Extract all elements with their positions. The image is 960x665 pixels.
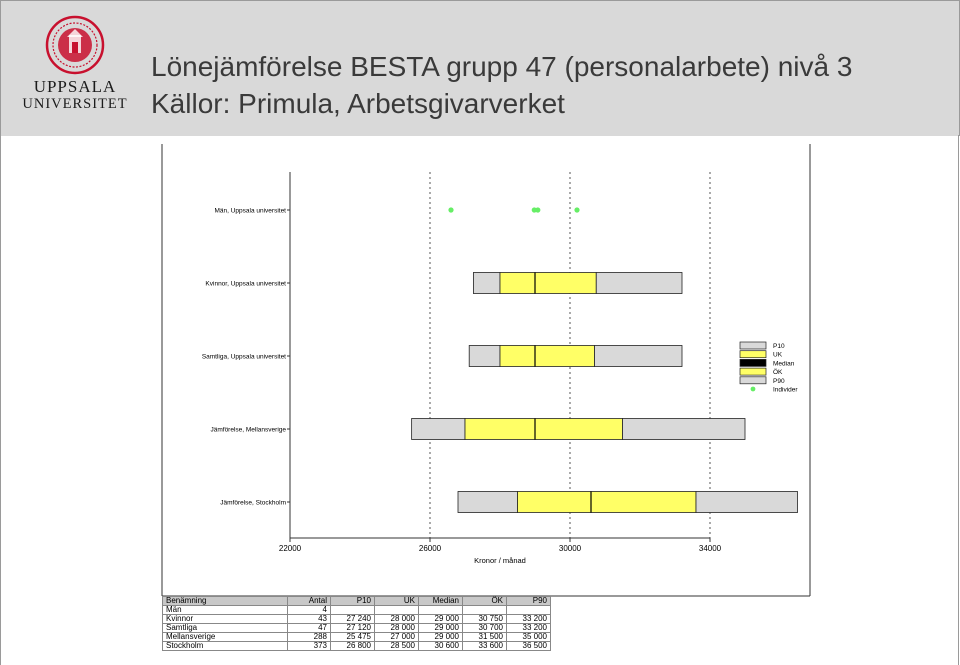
box-uk-median [465,419,535,440]
box-ok-p90 [595,346,683,367]
logo-text-uppsala: UPPSALA [33,77,117,96]
table-header-cell: Median [419,597,463,606]
legend-label: P10 [773,343,785,350]
x-tick-label: 30000 [558,544,582,553]
table-cell: 36 500 [507,642,551,651]
table-header-cell: P90 [507,597,551,606]
table-cell: 30 700 [463,624,507,633]
table-cell: Kvinnor [163,615,288,624]
row-label: Män, Uppsala universitet [214,207,286,215]
legend-swatch [740,351,766,358]
legend-label: ÖK [773,369,783,377]
legend-swatch-dot [751,387,756,392]
box-median-ok [591,492,696,513]
table-cell: Samtliga [163,624,288,633]
table-cell: 28 000 [375,624,419,633]
table-header-row [163,597,551,606]
x-tick-label: 22000 [278,544,302,553]
box-ok-p90 [596,273,682,294]
table-row [163,642,551,651]
logo-text-universitet: UNIVERSITET [22,96,128,112]
box-uk-median [518,492,592,513]
table-cell: 28 000 [375,615,419,624]
box-uk-median [500,346,535,367]
table-cell: 4 [288,606,331,615]
table-cell: 33 200 [507,624,551,633]
table-header-cell: Antal [288,597,331,606]
x-tick-label: 26000 [418,544,442,553]
table-cell: 373 [288,642,331,651]
table-cell: 31 500 [463,633,507,642]
box-uk-median [500,273,535,294]
table-cell: 25 475 [331,633,375,642]
slide-title: Lönejämförelse BESTA grupp 47 (personalarbete) nivå 3 [151,51,853,82]
legend-swatch [740,368,766,375]
individual-point [574,207,579,212]
individual-point [535,207,540,212]
table-cell: 33 200 [507,615,551,624]
table-cell: 29 000 [419,633,463,642]
box-p10-uk [473,273,500,294]
legend-swatch [740,377,766,384]
table-header-cell: Benämning [163,597,288,606]
x-axis-label: Kronor / månad [474,556,526,565]
box-p10-uk [469,346,500,367]
box-median-ok [535,273,596,294]
table-cell: 33 600 [463,642,507,651]
table-cell: 47 [288,624,331,633]
row-label: Jämförelse, Mellansverige [210,426,286,434]
table-cell: 26 800 [331,642,375,651]
box-ok-p90 [696,492,798,513]
legend-label: P90 [773,377,785,385]
row-label: Kvinnor, Uppsala universitet [205,280,286,288]
table-cell: Mellansverige [163,633,288,642]
box-median-ok [535,346,595,367]
table-cell: 43 [288,615,331,624]
table-cell: 29 000 [419,624,463,633]
table-cell: 28 500 [375,642,419,651]
table-cell: 27 240 [331,615,375,624]
table-header-cell: ÖK [463,597,507,606]
legend-label: UK [773,351,783,359]
table-cell: 30 600 [419,642,463,651]
salary-table [162,596,551,651]
table-cell: Män [163,606,288,615]
table-header-cell: UK [375,597,419,606]
table-cell: 35 000 [507,633,551,642]
table-cell: 29 000 [419,615,463,624]
box-median-ok [535,419,623,440]
table-cell: Stockholm [163,642,288,651]
box-p10-uk [412,419,465,440]
legend-label: Individer [773,386,798,394]
table-cell: 27 120 [331,624,375,633]
table-cell: 30 750 [463,615,507,624]
legend-swatch [740,342,766,349]
row-label: Samtliga, Uppsala universitet [201,353,286,361]
slide-subtitle: Källor: Primula, Arbetsgivarverket [151,88,565,119]
legend-swatch [740,359,766,366]
x-tick-label: 34000 [698,544,722,553]
table-cell: 288 [288,633,331,642]
individual-point [448,207,453,212]
box-ok-p90 [623,419,746,440]
table-header-cell: P10 [331,597,375,606]
legend-label: Median [773,360,795,368]
row-label: Jämförelse, Stockholm [220,499,286,507]
table-cell: 27 000 [375,633,419,642]
box-p10-uk [458,492,518,513]
